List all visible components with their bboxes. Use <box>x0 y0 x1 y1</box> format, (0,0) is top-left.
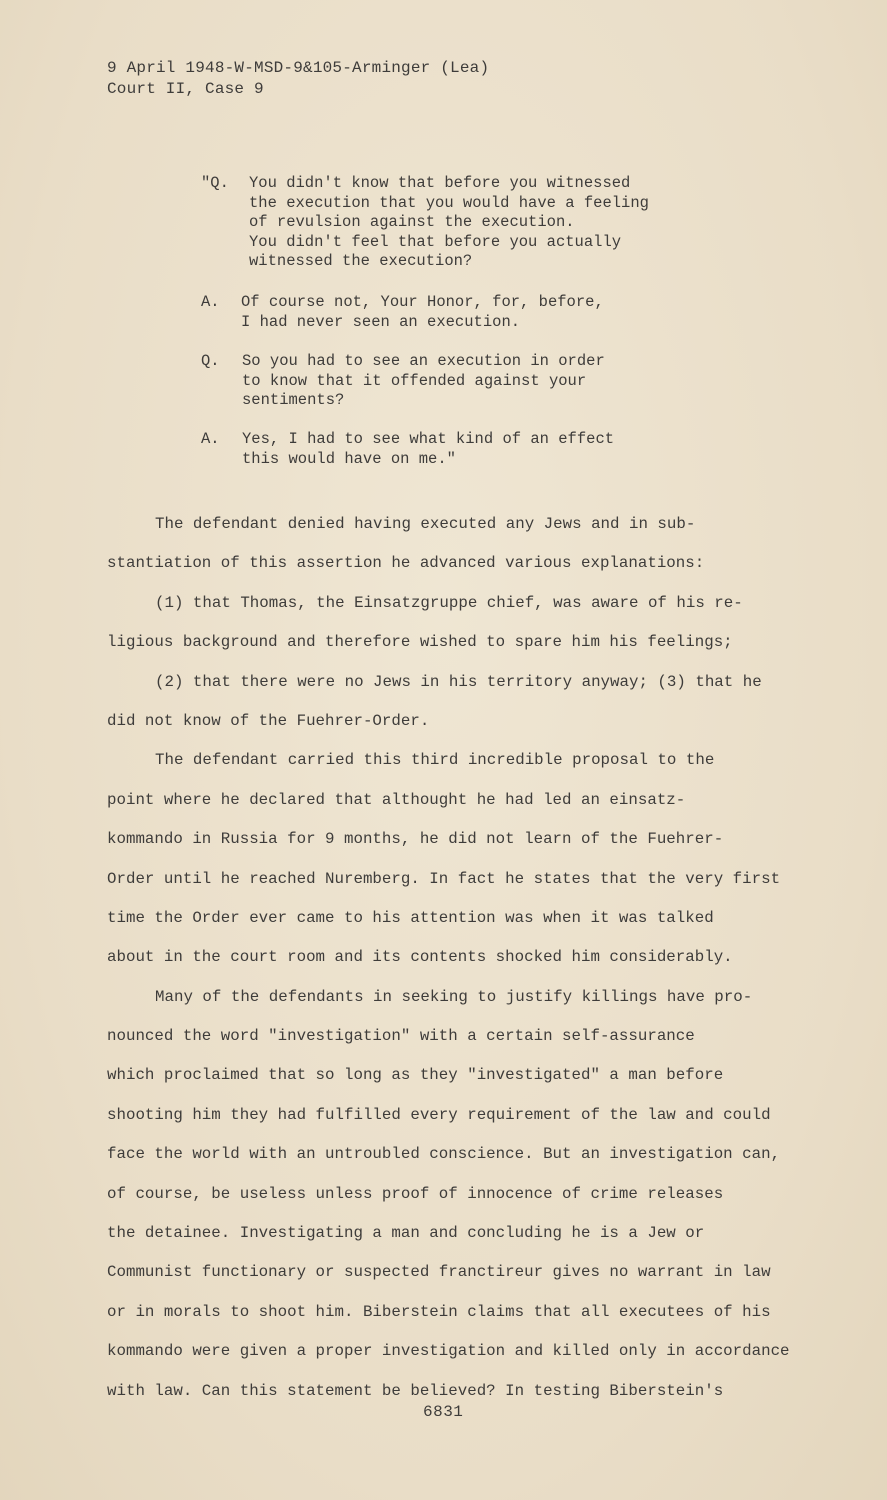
body-line: stantiation of this assertion he advanced various explanations: <box>107 554 705 573</box>
header-date-reference: 9 April 1948-W-MSD-9&105-Arminger (Lea) <box>107 59 490 77</box>
body-line: kommando in Russia for 9 months, he did not learn of the Fuehrer- <box>107 830 724 849</box>
body-line: with law. Can this statement be believed? In testing Biberstein's <box>107 1381 724 1400</box>
testimony-line: the execution that you would have a feeling <box>249 193 649 212</box>
body-line: face the world with an untroubled conscience. But an investigation can, <box>107 1145 781 1164</box>
body-line: ligious background and therefore wished to spare him his feelings; <box>107 633 733 652</box>
body-line: (2) that there were no Jews in his territory anyway; (3) that he <box>155 672 762 691</box>
testimony-line: sentiments? <box>242 391 345 410</box>
testimony-line: witnessed the execution? <box>249 252 473 271</box>
body-line: The defendant carried this third incredible proposal to the <box>155 751 715 770</box>
testimony-marker: "Q. <box>201 174 229 192</box>
body-line: time the Order ever came to his attention was when it was talked <box>107 908 714 927</box>
testimony-line: You didn't know that before you witnessed <box>249 174 631 192</box>
page-number: 6831 <box>423 1403 464 1421</box>
testimony-marker: A. <box>201 293 220 311</box>
testimony-marker: Q. <box>201 352 220 370</box>
testimony-line: to know that it offended against your <box>242 371 587 390</box>
body-line: The defendant denied having executed any Jews and in sub- <box>155 515 696 533</box>
body-line: kommando were given a proper investigation and killed only in accordance <box>107 1342 790 1361</box>
body-line: point where he declared that althought he had led an einsatz- <box>107 790 686 809</box>
document-header <box>107 58 489 100</box>
testimony-line: Of course not, Your Honor, for, before, <box>241 293 604 311</box>
body-line: shooting him they had fulfilled every requirement of the law and could <box>107 1105 771 1124</box>
body-line: Many of the defendants in seeking to justify killings have pro- <box>155 987 753 1006</box>
body-line: nounced the word "investigation" with a certain self-assurance <box>107 1027 695 1046</box>
testimony-line: So you had to see an execution in order <box>242 352 605 370</box>
testimony-marker: A. <box>201 430 220 448</box>
body-line: did not know of the Fuehrer-Order. <box>107 711 430 730</box>
testimony-line: of revulsion against the execution. <box>249 213 575 232</box>
testimony-line: this would have on me." <box>242 449 456 468</box>
body-line: of course, be useless unless proof of innocence of crime releases <box>107 1184 724 1203</box>
body-line: (1) that Thomas, the Einsatzgruppe chief, was aware of his re- <box>155 593 743 612</box>
testimony-line: I had never seen an execution. <box>241 312 521 331</box>
body-text <box>107 505 807 1411</box>
body-line: about in the court room and its contents shocked him considerably. <box>107 948 733 967</box>
body-line: or in morals to shoot him. Biberstein claims that all executees of his <box>107 1302 771 1321</box>
testimony-line: You didn't feel that before you actually <box>249 232 622 251</box>
body-line: the detainee. Investigating a man and concluding he is a Jew or <box>107 1224 705 1243</box>
header-court-case: Court II, Case 9 <box>107 80 264 98</box>
testimony-line: Yes, I had to see what kind of an effect <box>242 430 615 448</box>
body-line: Communist functionary or suspected franctireur gives no warrant in law <box>107 1263 771 1282</box>
body-line: Order until he reached Nuremberg. In fact he states that the very first <box>107 869 781 888</box>
body-line: which proclaimed that so long as they "investigated" a man before <box>107 1066 724 1085</box>
